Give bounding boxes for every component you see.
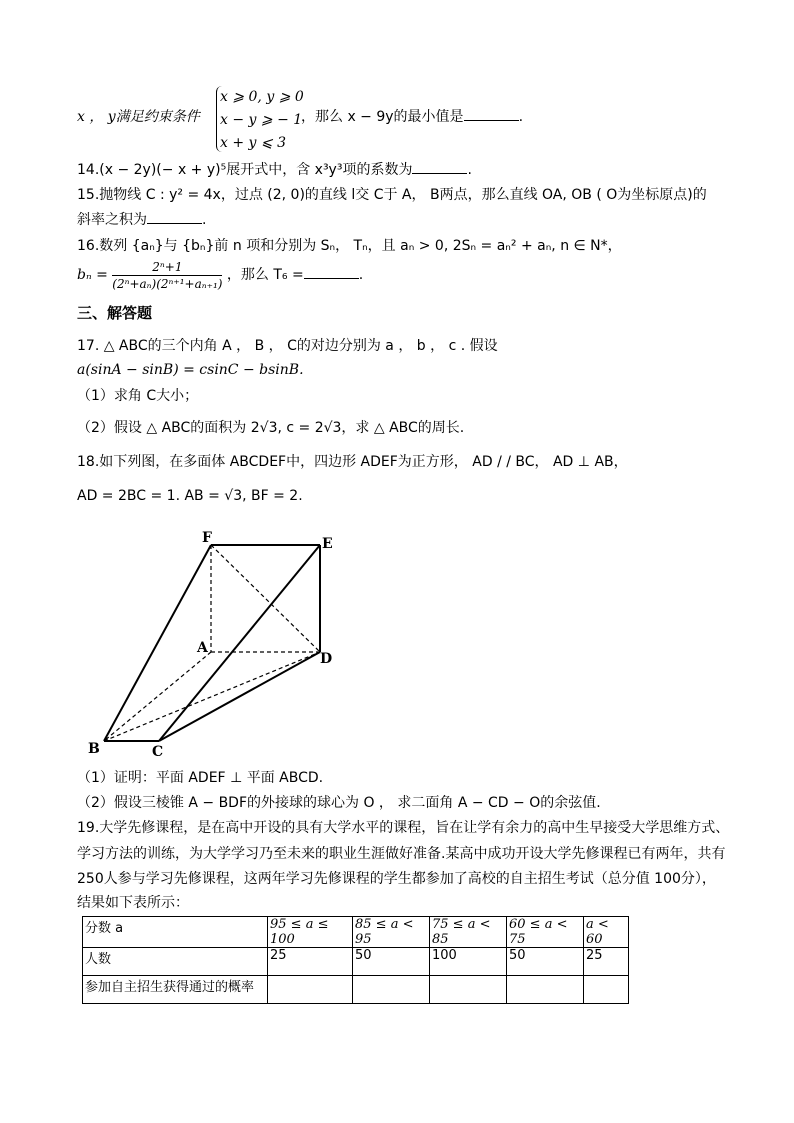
- answer-blank: [412, 161, 467, 174]
- answer-blank: [304, 266, 359, 279]
- q13-constraints: [220, 86, 304, 155]
- answer-blank: [147, 211, 202, 224]
- q16-line1: 16.数列 {aₙ}与 {bₙ}前 n 项和分别为 Sₙ， Tₙ，且 aₙ > 0, 2Sₙ = aₙ² + aₙ, n ∈ N*，: [77, 238, 622, 254]
- fraction-numerator: 2ⁿ+1: [112, 259, 222, 276]
- q17-line2: a(sinA − sinB) = csinC − bsinB.: [77, 362, 304, 378]
- table-cell: [268, 976, 353, 1004]
- q14-text: 14.(x − 2y)(− x + y)⁵展开式中，含 x³y³项的系数为: [77, 162, 413, 178]
- q15-line2-text: 斜率之积为: [77, 212, 147, 228]
- score-table: [82, 916, 629, 1004]
- section-title: 三、解答题: [77, 304, 153, 322]
- table-row: [83, 948, 629, 976]
- constraint-2: x − y ⩾ − 1: [220, 112, 303, 128]
- table-cell: 60 ≤ a < 75: [507, 917, 584, 948]
- q14-end: .: [467, 162, 472, 178]
- q16-suffix: ，那么 T₆ =: [226, 267, 304, 283]
- q18-line2: AD = 2BC = 1. AB = √3, BF = 2.: [77, 488, 303, 504]
- table-cell: 25: [584, 948, 629, 976]
- q16-line2: [77, 258, 363, 292]
- q13-suffix-line: [301, 107, 523, 127]
- b-lhs: bₙ =: [77, 267, 108, 283]
- q19-line4: 结果如下表所示：: [77, 895, 189, 911]
- table-cell: a < 60: [584, 917, 629, 948]
- edge-FB: [104, 545, 211, 741]
- q16-end: .: [358, 267, 364, 283]
- table-cell: 分数 a: [83, 917, 268, 948]
- table-cell: 参加自主招生获得通过的概率: [83, 976, 268, 1004]
- q15-line1: 15.抛物线 C : y² = 4x，过点 (2, 0)的直线 l交 C于 A， B两点，那么直线 OA, OB ( O为坐标原点)的: [77, 187, 707, 203]
- vertex-label-D: D: [320, 651, 333, 667]
- q19-line1: 19.大学先修课程，是在高中开设的具有大学水平的课程，旨在让学有余力的高中生早接受大学思维方式、: [77, 820, 730, 836]
- table-cell: 75 ≤ a < 85: [430, 917, 507, 948]
- q18-line1: 18.如下列图，在多面体 ABCDEF中，四边形 ADEF为正方形， AD / / BC， AD ⊥ AB，: [77, 454, 628, 470]
- table-cell: [353, 976, 430, 1004]
- q13-prefix: x ， y满足约束条件: [77, 109, 200, 125]
- edge-FD: [211, 545, 320, 652]
- table-row: [83, 976, 629, 1004]
- vertex-label-C: C: [152, 744, 164, 760]
- table-cell: 人数: [83, 948, 268, 976]
- section-heading: [77, 303, 152, 323]
- table-cell: [507, 976, 584, 1004]
- q13-end: .: [518, 109, 524, 125]
- answer-blank: [464, 108, 519, 121]
- edge-CD: [159, 652, 320, 741]
- table-cell: 100: [430, 948, 507, 976]
- q19-line2: 学习方法的训练，为大学学习乃至未来的职业生涯做好准备.某高中成功开设大学先修课程已有两年，共有: [77, 846, 726, 862]
- vertex-label-B: B: [88, 741, 100, 757]
- q14-line: [77, 160, 472, 180]
- table-cell: 95 ≤ a ≤ 100: [268, 917, 353, 948]
- table-cell: [430, 976, 507, 1004]
- edge-CE: [159, 545, 320, 741]
- table-cell: 85 ≤ a < 95: [353, 917, 430, 948]
- q17-line1: 17. △ ABC的三个内角 A ， B ， C的对边分别为 a ， b ， c . 假设: [77, 338, 498, 354]
- q15-end: .: [202, 212, 207, 228]
- q19-line3: 250人参与学习先修课程，这两年学习先修课程的学生都参加了高校的自主招生考试（总分值 100分），: [77, 871, 716, 887]
- vertex-label-A: A: [197, 640, 208, 656]
- q13-suffix: ，那么 x − 9y的最小值是: [301, 109, 464, 125]
- q18-part1: （1）证明：平面 ADEF ⊥ 平面 ABCD.: [77, 770, 324, 786]
- table-cell: 50: [353, 948, 430, 976]
- q17-part1: （1）求角 C大小；: [77, 388, 199, 404]
- table-cell: 25: [268, 948, 353, 976]
- fraction-denominator: (2ⁿ+aₙ)(2ⁿ⁺¹+aₙ₊₁): [112, 276, 223, 291]
- vertex-label-E: E: [322, 536, 333, 552]
- polyhedron-figure: [80, 525, 340, 765]
- constraint-1: x ⩾ 0, y ⩾ 0: [220, 89, 304, 105]
- bn-fraction: [112, 259, 222, 292]
- q18-part2: （2）假设三棱锥 A − BDF的外接球的球心为 O ， 求二面角 A − CD − O的余弦值.: [77, 795, 601, 811]
- edge-BD: [104, 652, 320, 741]
- table-cell: [584, 976, 629, 1004]
- q17-part2: （2）假设 △ ABC的面积为 2√3, c = 2√3，求 △ ABC的周长.: [77, 420, 465, 436]
- vertex-label-F: F: [202, 530, 212, 546]
- q15-line2: [77, 210, 206, 230]
- constraint-3: x + y ⩽ 3: [220, 135, 286, 151]
- table-header-row: [83, 917, 629, 948]
- table-cell: 50: [507, 948, 584, 976]
